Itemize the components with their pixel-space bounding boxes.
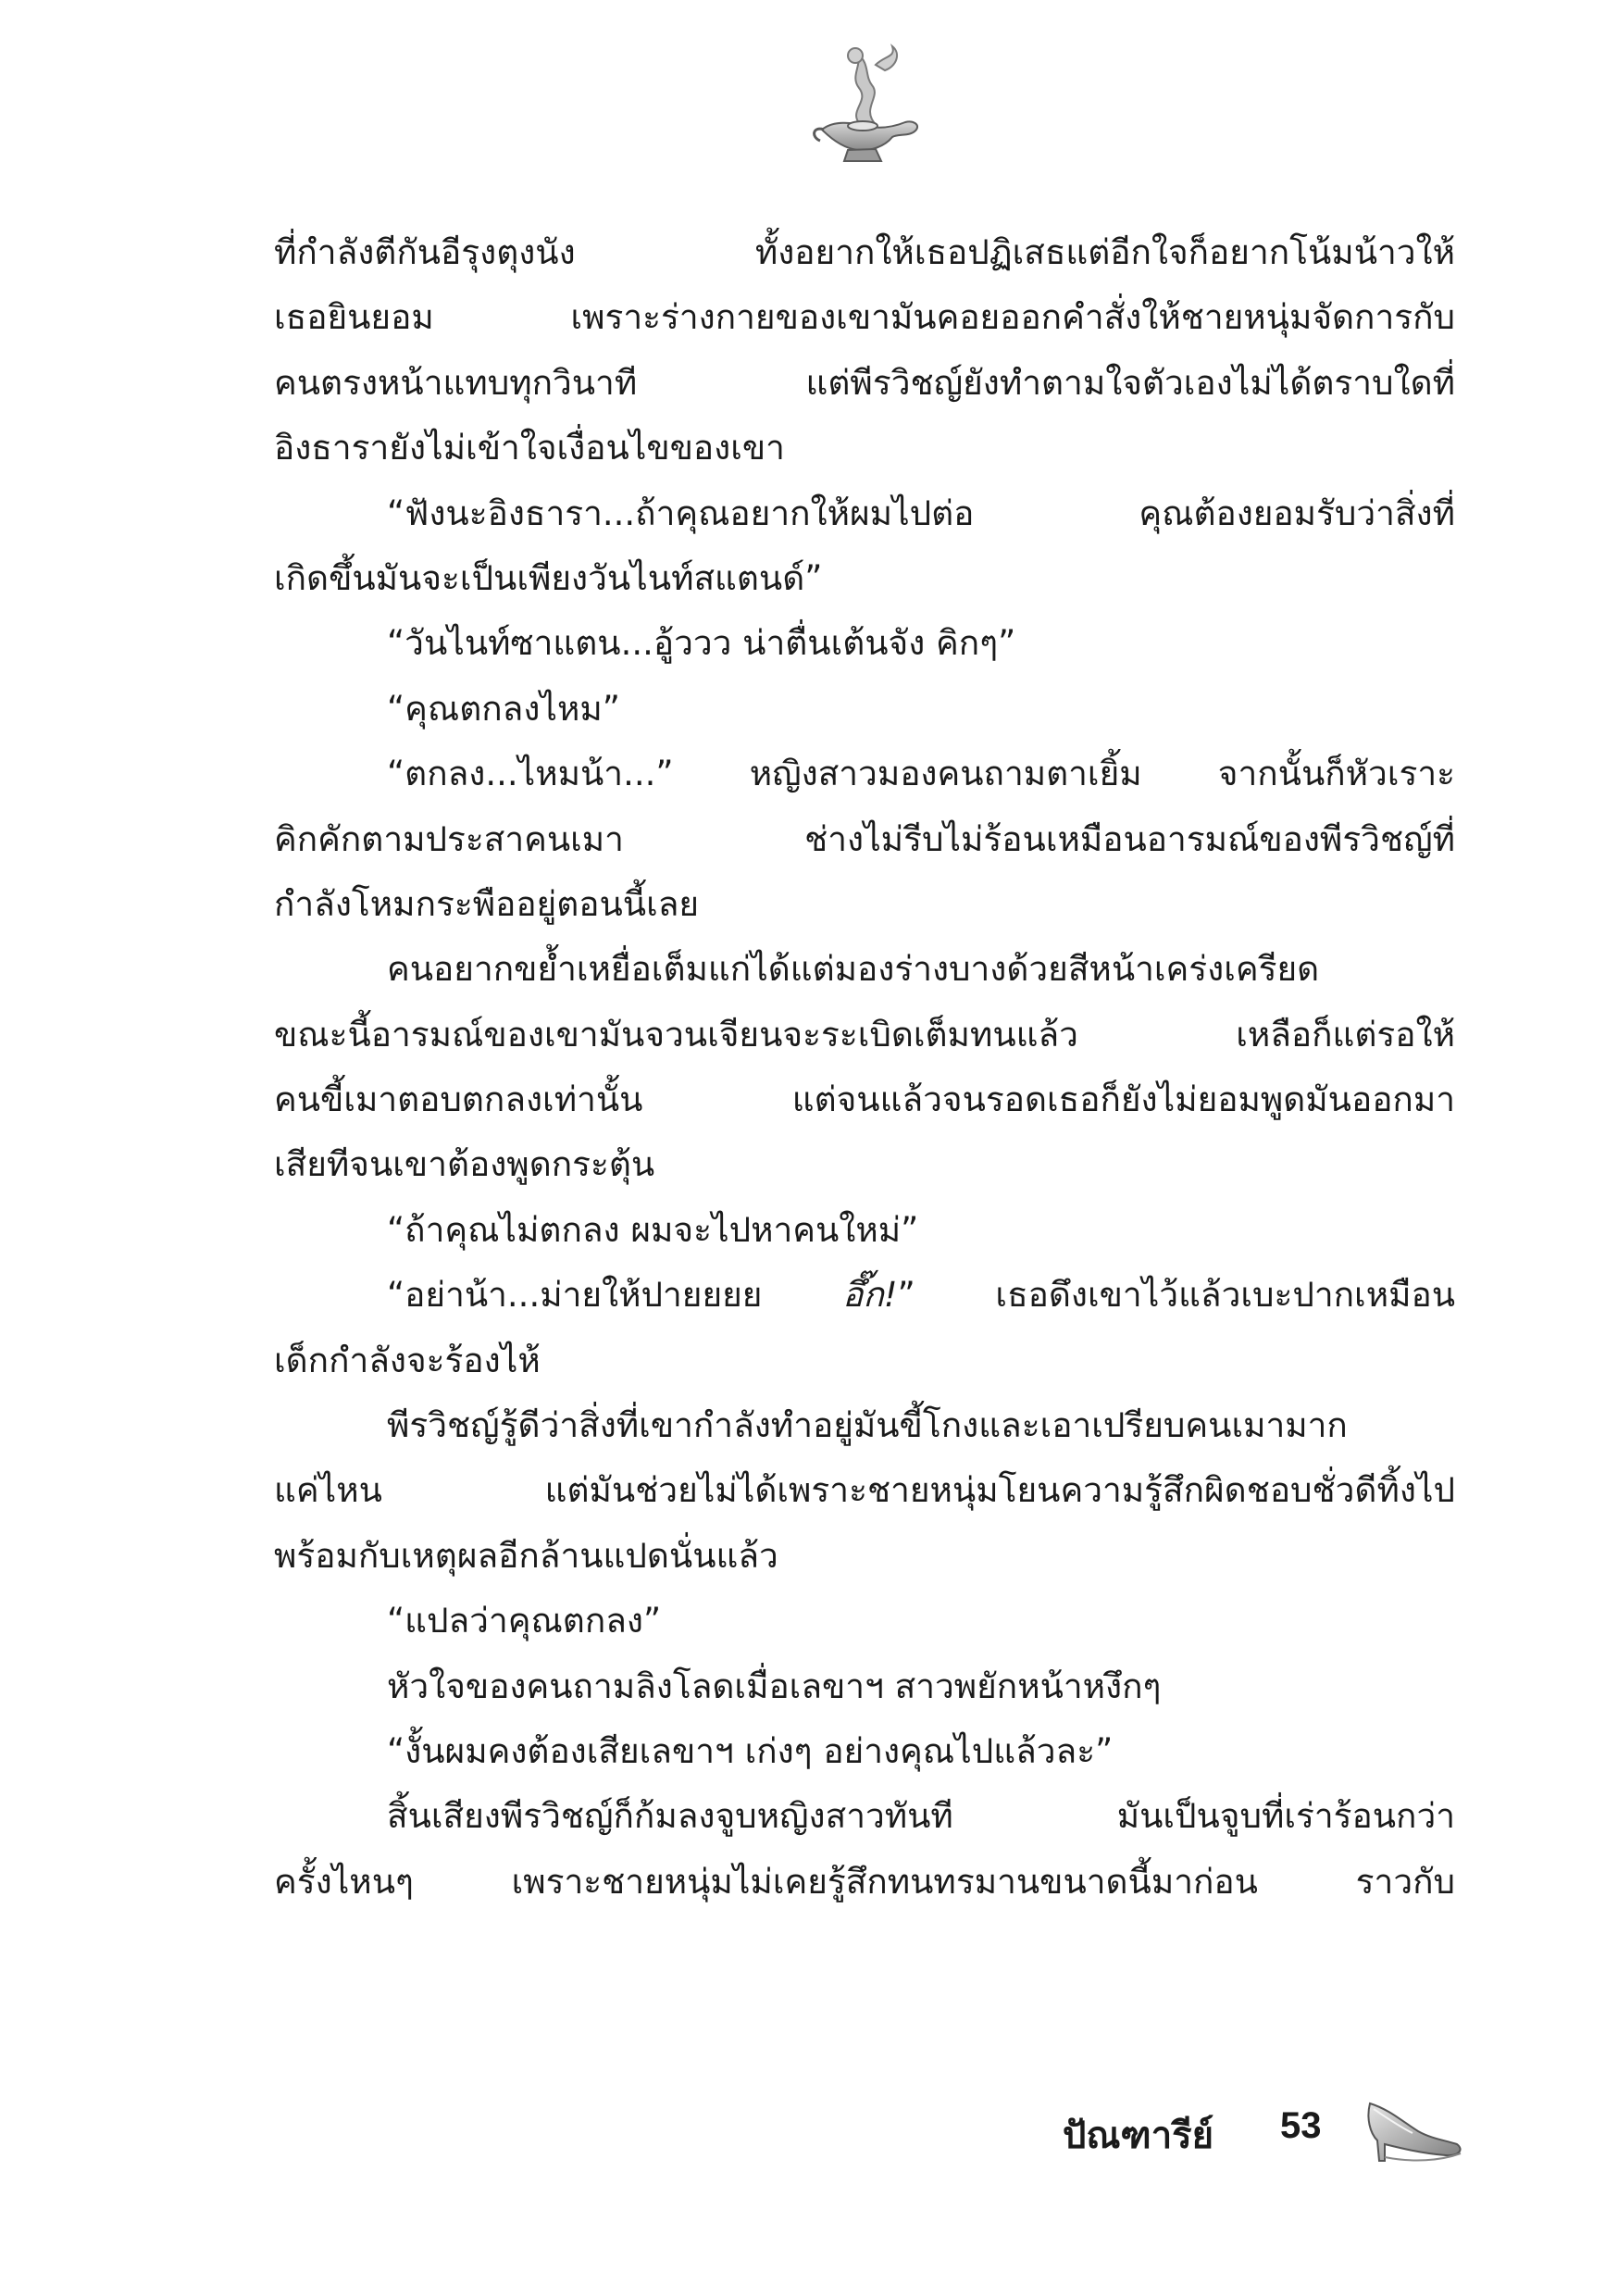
text-line: คนขี้เมาตอบตกลงเท่านั้น แต่จนแล้วจนรอดเธอก็ยังไม่ยอมพูดมันออกมา — [274, 1079, 1455, 1120]
text-line: พร้อมกับเหตุผลอีกล้านแปดนั่นแล้ว — [274, 1535, 778, 1576]
text-line: เสียทีจนเขาต้องพูดกระตุ้น — [274, 1144, 655, 1185]
text-line: เกิดขึ้นมันจะเป็นเพียงวันไนท์สแตนด์” — [274, 557, 823, 598]
text-line: “ฟังนะอิงธารา...ถ้าคุณอยากให้ผมไปต่อ คุณต้องยอมรับว่าสิ่งที่ — [387, 493, 1455, 533]
text-line: หัวใจของคนถามลิงโลดเมื่อเลขาฯ สาวพยักหน้าหงึกๆ — [387, 1666, 1162, 1706]
text-line: “ตกลง...ไหมน้า...” หญิงสาวมองคนถามตาเยิ้ม จากนั้นก็หัวเราะ — [387, 754, 1455, 794]
text-line: อิงธารายังไม่เข้าใจเงื่อนไขของเขา — [274, 428, 785, 468]
text-line: ที่กำลังตีกันอีรุงตุงนัง ทั้งอยากให้เธอปฏิเสธแต่อีกใจก็อยากโน้มน้าวให้ — [274, 232, 1455, 272]
text-segment: ” เธอดึงเขาไว้แล้วเบะปากเหมือน — [897, 1275, 1455, 1316]
page-number: 53 — [1280, 2105, 1322, 2146]
text-line: คิกคักตามประสาคนเมา ช่างไม่รีบไม่ร้อนเหมือนอารมณ์ของพีรวิชญ์ที่ — [274, 818, 1455, 859]
text-line: คนตรงหน้าแทบทุกวินาที แต่พีรวิชญ์ยังทำตามใจตัวเองไม่ได้ตราบใดที่ — [274, 362, 1455, 403]
high-heel-shoe-icon — [1357, 2092, 1468, 2166]
text-line — [274, 1263, 1455, 1328]
text-line: ครั้งไหนๆ เพราะชายหนุ่มไม่เคยรู้สึกทนทรมานขนาดนี้มาก่อน ราวกับ — [274, 1861, 1455, 1902]
text-emphasis: อึ๊ก! — [842, 1275, 898, 1316]
text-segment: “อย่าน้า...ม่ายให้ปายยยย — [387, 1275, 843, 1316]
text-line: “วันไนท์ซาแตน...อู้ววว น่าตื่นเต้นจัง คิกๆ” — [387, 623, 1016, 664]
text-line: กำลังโหมกระพืออยู่ตอนนี้เลย — [274, 883, 700, 924]
text-line: เธอยินยอม เพราะร่างกายของเขามันคอยออกคำสั่งให้ชายหนุ่มจัดการกับ — [274, 297, 1455, 338]
text-line: สิ้นเสียงพีรวิชญ์ก็ก้มลงจูบหญิงสาวทันที มันเป็นจูบที่เร่าร้อนกว่า — [387, 1796, 1455, 1837]
page-footer — [1063, 2092, 1488, 2166]
text-line: พีรวิชญ์รู้ดีว่าสิ่งที่เขากำลังทำอยู่มันขี้โกงและเอาเปรียบคนเมามาก — [387, 1405, 1348, 1446]
genie-lamp-icon — [796, 37, 935, 176]
text-line: คนอยากขย้ำเหยื่อเต็มแก่ได้แต่มองร่างบางด้วยสีหน้าเคร่งเครียด — [387, 949, 1320, 990]
text-line: “แปลว่าคุณตกลง” — [387, 1601, 662, 1641]
text-line: แค่ไหน แต่มันช่วยไม่ได้เพราะชายหนุ่มโยนความรู้สึกผิดชอบชั่วดีทิ้งไป — [274, 1470, 1455, 1511]
text-line: “ถ้าคุณไม่ตกลง ผมจะไปหาคนใหม่” — [387, 1209, 919, 1250]
body-paragraphs — [274, 220, 1455, 1915]
text-line: “คุณตกลงไหม” — [387, 688, 620, 729]
book-title: ปัณฑารีย์ — [1063, 2115, 1214, 2157]
text-line: “งั้นผมคงต้องเสียเลขาฯ เก่งๆ อย่างคุณไปแล้วละ” — [387, 1730, 1114, 1771]
text-line: เด็กกำลังจะร้องไห้ — [274, 1340, 541, 1380]
text-line: ขณะนี้อารมณ์ของเขามันจวนเจียนจะระเบิดเต็มทนแล้ว เหลือก็แต่รอให้ — [274, 1014, 1455, 1054]
